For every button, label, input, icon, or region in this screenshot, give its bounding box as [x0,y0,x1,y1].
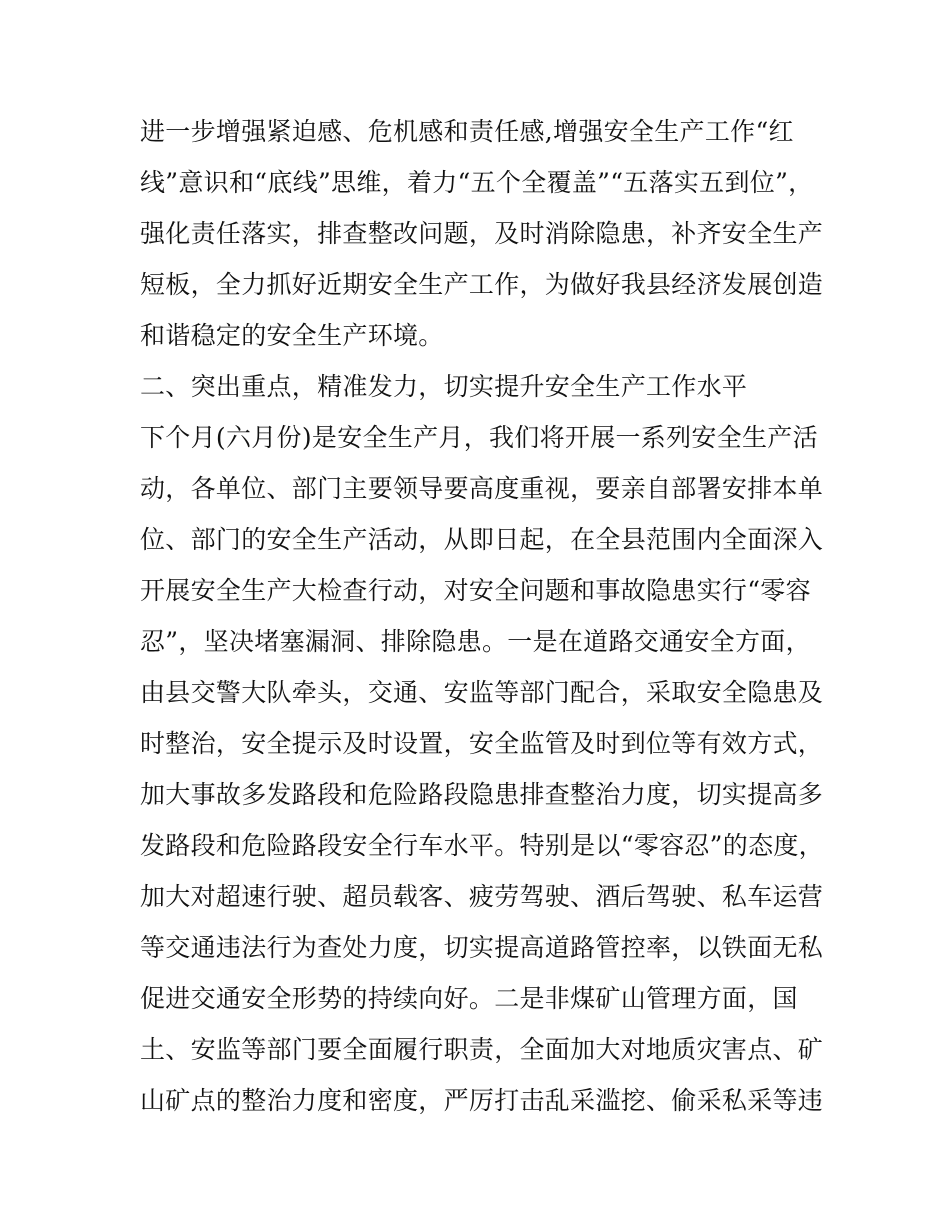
text-line-10: 开展安全生产大检查行动，对安全问题和事故隐患实行“零容 [140,576,811,605]
text-line-8: 动，各单位、部门主要领导要高度重视，要亲自部署安排本单 [140,474,824,503]
text-line-5: 和谐稳定的安全生产环境。 [140,321,444,350]
text-line-11: 忍”，坚决堵塞漏洞、排除隐患。一是在道路交通安全方面， [140,627,811,656]
text-line-12: 由县交警大队牵头，交通、安监等部门配合，采取安全隐患及 [140,678,824,707]
text-line-4: 短板，全力抓好近期安全生产工作，为做好我县经济发展创造 [140,270,824,299]
text-line-20: 山矿点的整治力度和密度，严厉打击乱采滥挖、偷采私采等违 [140,1086,824,1115]
text-line-3: 强化责任落实，排查整改问题，及时消除隐患，补齐安全生产 [140,219,824,248]
text-line-2: 线”意识和“底线”思维，着力“五个全覆盖”“五落实五到位”， [140,168,814,197]
body-text [140,106,840,1126]
text-line-7: 下个月(六月份)是安全生产月，我们将开展一系列安全生产活 [140,423,818,452]
text-line-15: 发路段和危险路段安全行车水平。特别是以“零容忍”的态度， [140,831,824,860]
text-line-1: 进一步增强紧迫感、危机感和责任感,增强安全生产工作“红 [140,117,794,146]
text-line-19: 土、安监等部门要全面履行职责，全面加大对地质灾害点、矿 [140,1035,824,1064]
text-line-9: 位、部门的安全生产活动，从即日起，在全县范围内全面深入 [140,525,824,554]
section-heading: 二、突出重点，精准发力，切实提升安全生产工作水平 [140,372,748,401]
text-line-14: 加大事故多发路段和危险路段隐患排查整治力度，切实提高多 [140,780,824,809]
text-line-13: 时整治，安全提示及时设置，安全监管及时到位等有效方式， [140,729,824,758]
text-line-17: 等交通违法行为查处力度，切实提高道路管控率，以铁面无私 [140,933,824,962]
text-line-16: 加大对超速行驶、超员载客、疲劳驾驶、酒后驾驶、私车运营 [140,882,824,911]
text-line-18: 促进交通安全形势的持续向好。二是非煤矿山管理方面，国 [140,984,798,1013]
